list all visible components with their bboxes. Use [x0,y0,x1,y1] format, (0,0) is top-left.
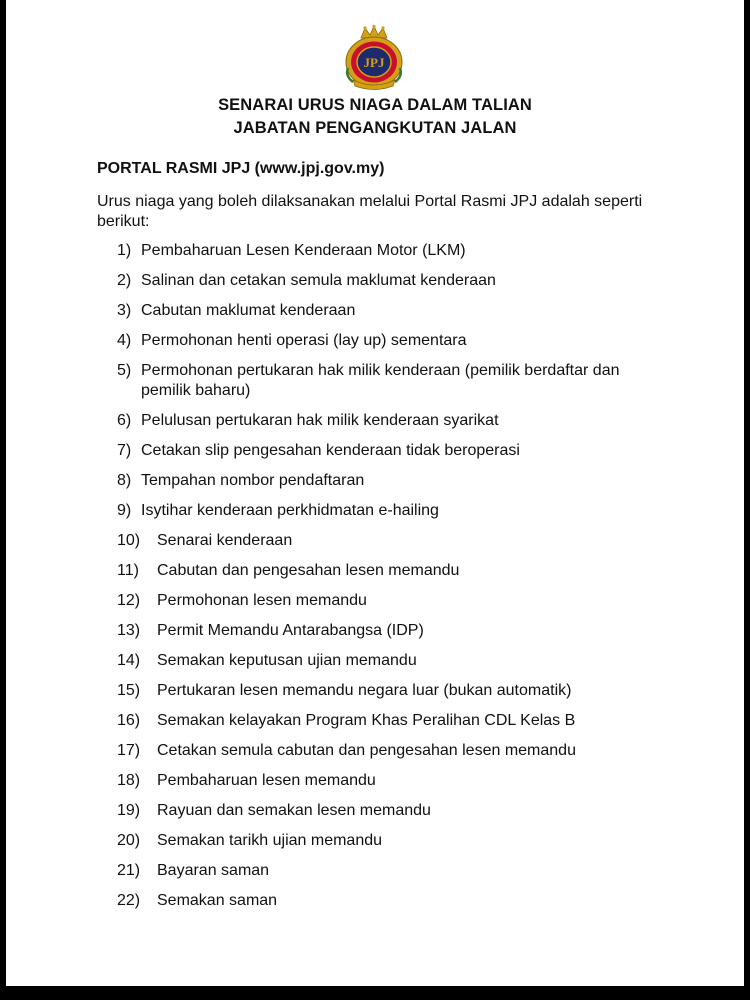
list-item [0,501,750,521]
list-item [0,741,750,761]
list-item-number: 6) [117,412,132,429]
list-item-text: Rayuan dan semakan lesen memandu [157,802,431,819]
list-item [0,681,750,701]
list-item-text: Permohonan henti operasi (lay up) sementara [141,332,467,349]
list-item [0,621,750,641]
svg-text:JPJ: JPJ [363,55,385,70]
list-item-text: Permohonan lesen memandu [157,592,367,609]
list-item-text: Isytihar kenderaan perkhidmatan e-hailing [141,502,439,519]
list-item-text: Cabutan maklumat kenderaan [141,302,356,319]
list-item-number: 19) [117,802,141,819]
list-item-number: 1) [117,242,132,259]
list-item [0,771,750,791]
list-item-text: Semakan saman [157,892,278,909]
list-item-number: 22) [117,892,141,909]
list-item-number: 12) [117,592,141,609]
list-item-text: Cabutan dan pengesahan lesen memandu [157,562,460,579]
list-item-text: Pembaharuan Lesen Kenderaan Motor (LKM) [141,242,466,259]
list-item-number: 18) [117,772,141,789]
list-item-number: 11) [117,562,139,579]
list-item-text: Cetakan semula cabutan dan pengesahan lesen memandu [157,742,576,759]
list-item-text: Semakan tarikh ujian memandu [157,832,383,849]
document-title-line-1: SENARAI URUS NIAGA DALAM TALIAN [218,96,532,114]
list-item-text: Semakan kelayakan Program Khas Peralihan CDL Kelas B [157,712,576,729]
list-item-text: Salinan dan cetakan semula maklumat kenderaan [141,272,496,289]
list-item-text: Permit Memandu Antarabangsa (IDP) [157,622,424,639]
list-item [0,411,750,431]
list-item-number: 3) [117,302,132,319]
list-item-number: 21) [117,862,141,879]
list-item-number: 17) [117,742,141,759]
list-item-text: Tempahan nombor pendaftaran [141,472,365,489]
list-item [0,861,750,881]
document-title-line-2: JABATAN PENGANGKUTAN JALAN [233,119,517,137]
list-item-number: 5) [117,362,132,379]
list-item-text: Semakan keputusan ujian memandu [157,652,417,669]
list-item-number: 10) [117,532,141,549]
list-item-text: Senarai kenderaan [157,532,293,549]
list-item-text: Pembaharuan lesen memandu [157,772,376,789]
jpj-logo-icon [339,24,409,90]
list-item [0,801,750,821]
list-item [0,831,750,851]
list-item [0,591,750,611]
right-border [744,0,750,1000]
list-item-number: 20) [117,832,141,849]
list-item-number: 16) [117,712,141,729]
list-item-number: 4) [117,332,132,349]
list-item-number: 2) [117,272,132,289]
list-item [0,301,750,321]
list-item-text: Cetakan slip pengesahan kenderaan tidak beroperasi [141,442,520,459]
list-item-number: 9) [117,502,132,519]
list-item-number: 15) [117,682,141,699]
list-item-text: Pertukaran lesen memandu negara luar (bukan automatik) [157,682,572,699]
list-item-number: 7) [117,442,132,459]
list-item-text: Permohonan pertukaran hak milik kenderaan (pemilik berdaftar dan pemilik baharu) [141,362,620,399]
list-item-number: 8) [117,472,132,489]
list-item [0,531,750,551]
list-item [0,331,750,351]
list-item-text: Pelulusan pertukaran hak milik kenderaan syarikat [141,412,499,429]
list-item [0,651,750,671]
list-item-number: 13) [117,622,141,639]
intro-paragraph: Urus niaga yang boleh dilaksanakan melalui Portal Rasmi JPJ adalah seperti berikut: [97,193,643,230]
list-item [0,471,750,491]
list-item-text: Bayaran saman [157,862,270,879]
list-item [0,361,750,401]
section-heading: PORTAL RASMI JPJ (www.jpj.gov.my) [97,160,385,177]
left-border [0,0,6,1000]
list-item [0,561,750,581]
bottom-border [0,986,750,1000]
list-item [0,441,750,461]
list-item [0,241,750,261]
list-item [0,891,750,911]
list-item [0,271,750,291]
list-item-number: 14) [117,652,141,669]
list-item [0,711,750,731]
